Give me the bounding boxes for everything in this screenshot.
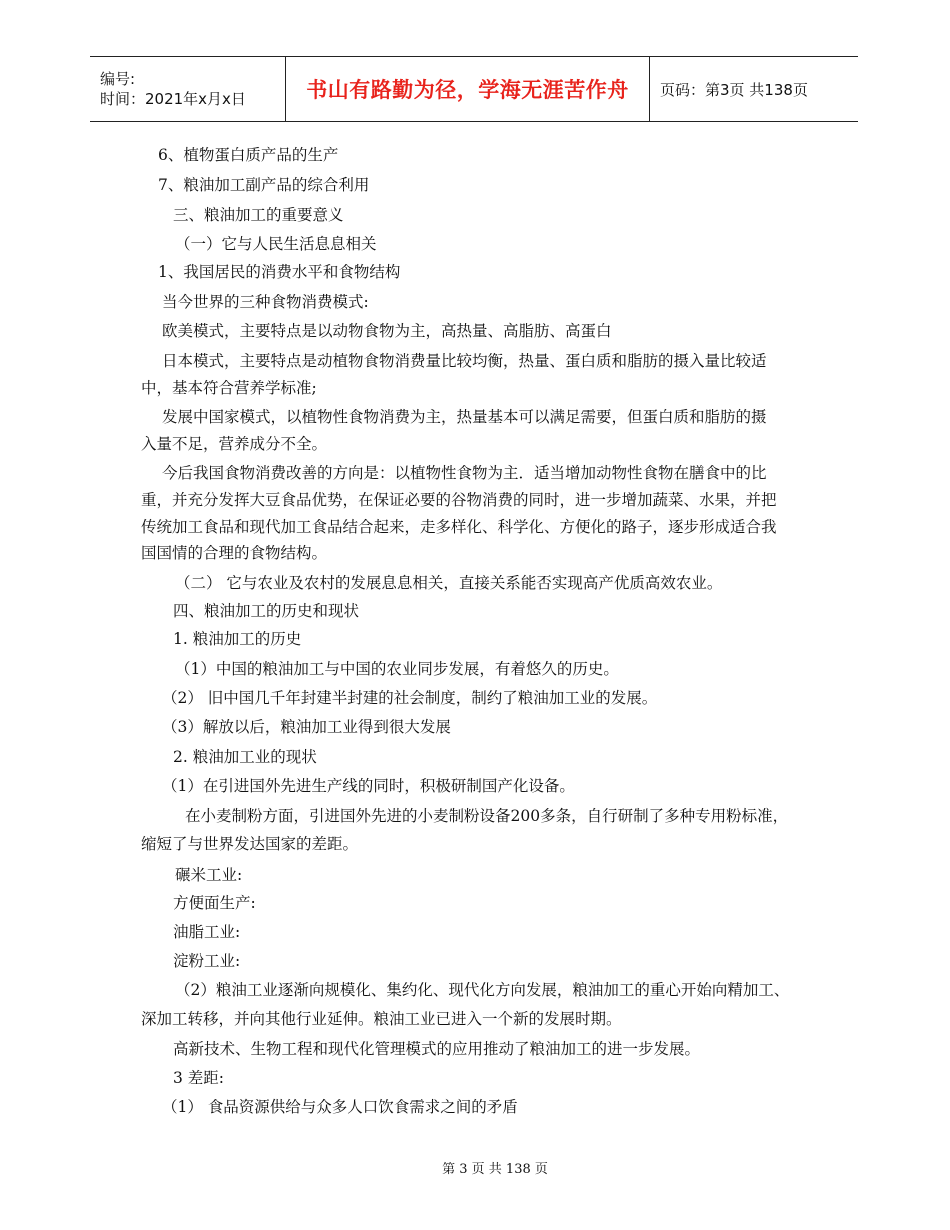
body-line: （1） 食品资源供给与众多人口饮食需求之间的矛盾	[162, 1098, 518, 1116]
header-motto: 书山有路勤为径，学海无涯苦作舟	[306, 78, 629, 102]
body-line: 淀粉工业:	[173, 952, 241, 970]
body-line: 欧美模式，主要特点是以动物食物为主，高热量、高脂肪、高蛋白	[162, 322, 612, 340]
body-line: （2） 旧中国几千年封建半封建的社会制度，制约了粮油加工业的发展。	[162, 689, 658, 707]
subsection-heading: （一）它与人民生活息息相关	[175, 235, 377, 253]
header-motto-cell	[286, 57, 650, 121]
body-line: （1）中国的粮油加工与中国的农业同步发展，有着悠久的历史。	[175, 660, 619, 678]
body-line: 国国情的合理的食物结构。	[141, 544, 328, 562]
page-footer	[0, 1158, 950, 1177]
page-header	[90, 56, 858, 122]
body-line: 高新技术、生物工程和现代化管理模式的应用推动了粮油加工的进一步发展。	[173, 1040, 701, 1058]
body-line: 1、我国居民的消费水平和食物结构	[158, 263, 401, 281]
footer-page-number: 第 3 页 共 138 页	[442, 1162, 548, 1177]
section-heading: 三、粮油加工的重要意义	[173, 206, 344, 224]
header-meta	[90, 57, 286, 121]
body-line: 传统加工食品和现代加工食品结合起来，走多样化、科学化、方便化的路子，逐步形成适合我	[141, 518, 777, 536]
body-line: 入量不足，营养成分不全。	[141, 435, 328, 453]
body-line: 今后我国食物消费改善的方向是：以植物性食物为主．适当增加动物性食物在膳食中的比	[162, 464, 767, 482]
body-line: 当今世界的三种食物消费模式:	[162, 293, 369, 311]
subsection-heading: 3 差距:	[173, 1069, 225, 1087]
subsection-heading: 1. 粮油加工的历史	[173, 630, 302, 648]
body-line: （3）解放以后，粮油加工业得到很大发展	[162, 718, 451, 736]
subsection-heading: （二） 它与农业及农村的发展息息相关，直接关系能否实现高产优质高效农业。	[175, 574, 723, 592]
header-page-cell	[650, 57, 858, 121]
document-date: 时间：2021年x月x日	[100, 90, 246, 108]
body-line: 深加工转移，并向其他行业延伸。粮油工业已进入一个新的发展时期。	[141, 1010, 622, 1028]
body-line: 在小麦制粉方面，引进国外先进的小麦制粉设备200多条，自行研制了多种专用粉标准，	[185, 807, 789, 825]
body-line: 日本模式，主要特点是动植物食物消费量比较均衡，热量、蛋白质和脂肪的摄入量比较适	[162, 352, 767, 370]
body-line: 发展中国家模式，以植物性食物消费为主，热量基本可以满足需要，但蛋白质和脂肪的摄	[162, 408, 767, 426]
body-line: 6、植物蛋白质产品的生产	[158, 146, 339, 164]
document-number-label: 编号:	[100, 70, 136, 88]
body-line: 碾米工业:	[175, 866, 243, 884]
body-line: （1）在引进国外先进生产线的同时，积极研制国产化设备。	[162, 777, 575, 795]
subsection-heading: 2. 粮油加工业的现状	[173, 748, 317, 766]
body-line: 方便面生产:	[173, 894, 256, 912]
section-heading: 四、粮油加工的历史和现状	[173, 602, 360, 620]
header-page-info: 页码：第3页 共138页	[660, 80, 808, 99]
body-line: 重，并充分发挥大豆食品优势，在保证必要的谷物消费的同时，进一步增加蔬菜、水果，并把	[141, 491, 777, 509]
body-line: 中，基本符合营养学标准;	[141, 379, 317, 397]
body-line: （2）粮油工业逐渐向规模化、集约化、现代化方向发展，粮油加工的重心开始向精加工、	[175, 981, 790, 999]
body-line: 7、粮油加工副产品的综合利用	[158, 176, 370, 194]
body-line: 缩短了与世界发达国家的差距。	[141, 835, 359, 853]
body-line: 油脂工业:	[173, 923, 241, 941]
